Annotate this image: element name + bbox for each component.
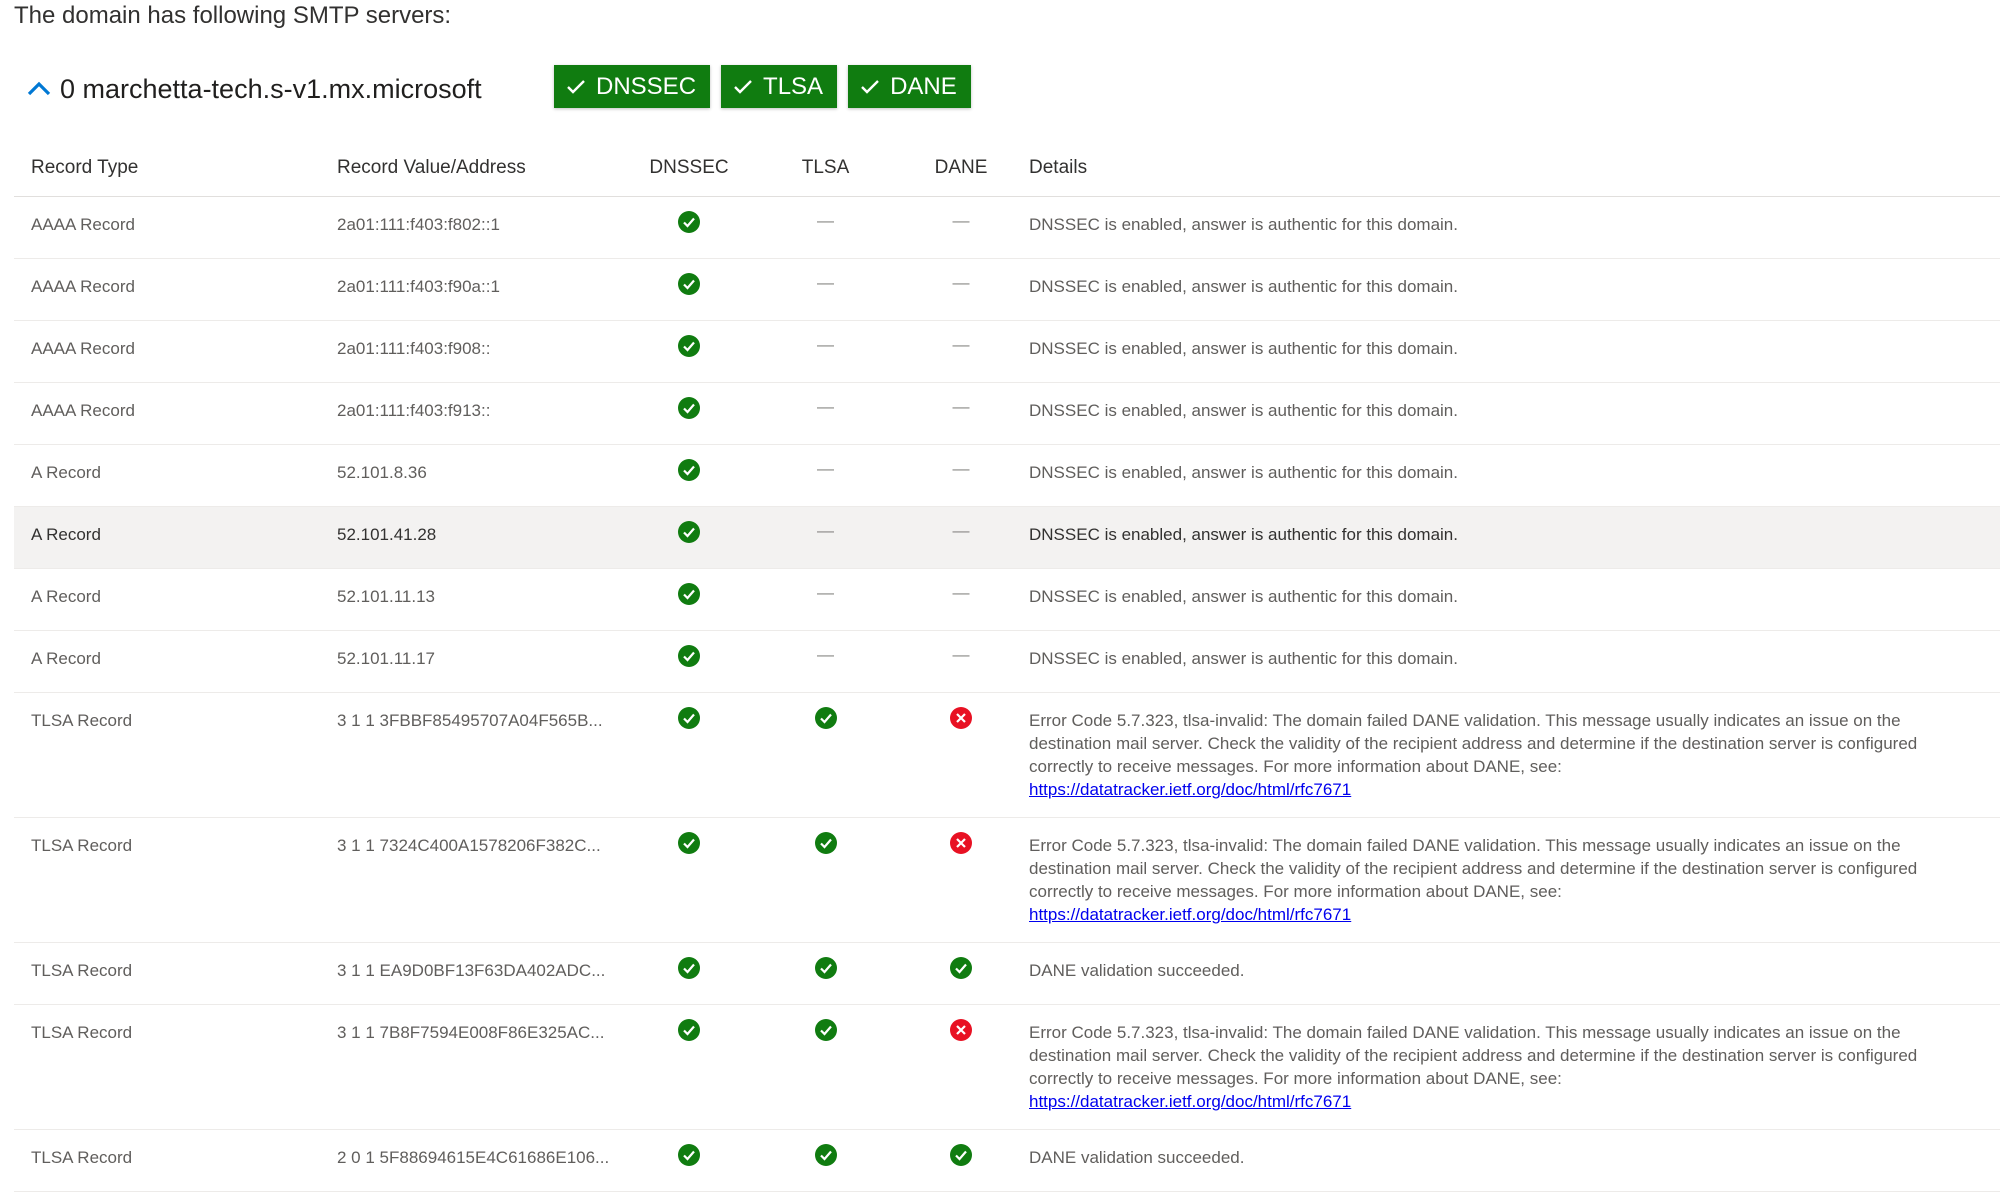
check-circle-icon bbox=[620, 383, 758, 419]
check-circle-icon bbox=[620, 1005, 758, 1041]
not-applicable-dash: — bbox=[952, 397, 970, 416]
dnssec-cell bbox=[620, 383, 758, 445]
status-badges bbox=[554, 65, 971, 108]
details-cell bbox=[1029, 321, 2000, 383]
record-value: 3 1 1 EA9D0BF13F63DA402ADC... bbox=[337, 961, 606, 980]
not-applicable-dash: — bbox=[817, 211, 834, 230]
record-type: AAAA Record bbox=[31, 339, 135, 358]
record-value: 2a01:111:f403:f913:: bbox=[337, 401, 491, 420]
details-cell bbox=[1029, 1130, 2000, 1192]
record-type-cell bbox=[14, 631, 337, 693]
details-text: Error Code 5.7.323, tlsa-invalid: The domain failed DANE validation. This message usually indicates an issue on the destination mail server. Check the validity of the recipient address and determine if the destination server is configured correctly to receive messages. For more information about DANE, see: bbox=[1029, 1023, 1918, 1088]
dnssec-cell bbox=[620, 943, 758, 1005]
record-type-cell bbox=[14, 818, 337, 943]
header-dane: DANE bbox=[893, 139, 1029, 197]
dnssec-cell bbox=[620, 631, 758, 693]
tlsa-cell bbox=[758, 631, 893, 693]
not-applicable-dash: — bbox=[952, 273, 970, 292]
check-circle-icon bbox=[620, 943, 758, 979]
check-circle-icon bbox=[758, 943, 893, 979]
dane-cell bbox=[893, 1130, 1029, 1192]
records-table bbox=[14, 139, 2000, 1192]
not-applicable-dash: — bbox=[817, 397, 834, 416]
dnssec-cell bbox=[620, 197, 758, 259]
dane-cell bbox=[893, 383, 1029, 445]
not-applicable-dash: — bbox=[817, 273, 834, 292]
tlsa-cell bbox=[758, 693, 893, 818]
check-circle-icon bbox=[620, 259, 758, 295]
check-circle-icon bbox=[893, 1130, 1029, 1166]
record-value: 2a01:111:f403:f802::1 bbox=[337, 215, 500, 234]
table-row[interactable] bbox=[14, 1130, 2000, 1192]
table-row[interactable] bbox=[14, 507, 2000, 569]
details-text: DNSSEC is enabled, answer is authentic for this domain. bbox=[1029, 277, 1458, 296]
not-applicable-dash: — bbox=[952, 521, 970, 540]
record-type-cell bbox=[14, 259, 337, 321]
tlsa-cell bbox=[758, 943, 893, 1005]
record-value-cell bbox=[337, 569, 620, 631]
details-text: DNSSEC is enabled, answer is authentic for this domain. bbox=[1029, 463, 1458, 482]
details-cell bbox=[1029, 1005, 2000, 1130]
dane-cell bbox=[893, 693, 1029, 818]
dnssec-cell bbox=[620, 1130, 758, 1192]
header-record-type: Record Type bbox=[14, 139, 337, 197]
record-type: AAAA Record bbox=[31, 215, 135, 234]
not-applicable-dash: — bbox=[952, 583, 970, 602]
record-type-cell bbox=[14, 197, 337, 259]
check-circle-icon bbox=[620, 1130, 758, 1166]
dane-cell bbox=[893, 259, 1029, 321]
error-circle-icon bbox=[893, 1005, 1029, 1041]
tlsa-cell bbox=[758, 259, 893, 321]
details-cell bbox=[1029, 943, 2000, 1005]
badge-label: TLSA bbox=[763, 72, 824, 100]
check-circle-icon bbox=[620, 445, 758, 481]
details-cell bbox=[1029, 197, 2000, 259]
details-text: DANE validation succeeded. bbox=[1029, 961, 1245, 980]
tlsa-cell bbox=[758, 507, 893, 569]
checkmark-icon bbox=[566, 79, 586, 95]
dnssec-cell bbox=[620, 445, 758, 507]
badge-label: DNSSEC bbox=[596, 72, 697, 100]
record-value-cell bbox=[337, 1130, 620, 1192]
details-cell bbox=[1029, 445, 2000, 507]
table-row[interactable] bbox=[14, 943, 2000, 1005]
dane-cell bbox=[893, 507, 1029, 569]
record-value-cell bbox=[337, 383, 620, 445]
check-circle-icon bbox=[620, 197, 758, 233]
record-type: TLSA Record bbox=[31, 961, 133, 980]
dane-cell bbox=[893, 445, 1029, 507]
details-cell bbox=[1029, 569, 2000, 631]
tlsa-cell bbox=[758, 1005, 893, 1130]
details-text: Error Code 5.7.323, tlsa-invalid: The domain failed DANE validation. This message usually indicates an issue on the destination mail server. Check the validity of the recipient address and determine if the destination server is configured correctly to receive messages. For more information about DANE, see: bbox=[1029, 711, 1918, 776]
header-details: Details bbox=[1029, 139, 2000, 197]
error-circle-icon bbox=[893, 693, 1029, 729]
details-cell bbox=[1029, 259, 2000, 321]
dane-rfc-link[interactable]: https://datatracker.ietf.org/doc/html/rfc7671 bbox=[1029, 905, 1352, 924]
record-value-cell bbox=[337, 321, 620, 383]
record-value-cell bbox=[337, 693, 620, 818]
table-row[interactable] bbox=[14, 631, 2000, 693]
not-applicable-dash: — bbox=[952, 211, 970, 230]
check-circle-icon bbox=[758, 1130, 893, 1166]
tlsa-cell bbox=[758, 383, 893, 445]
record-value: 52.101.11.17 bbox=[337, 649, 435, 668]
record-value-cell bbox=[337, 259, 620, 321]
check-circle-icon bbox=[620, 693, 758, 729]
dnssec-cell bbox=[620, 507, 758, 569]
record-value: 2a01:111:f403:f908:: bbox=[337, 339, 491, 358]
record-value: 3 1 1 3FBBF85495707A04F565B... bbox=[337, 711, 603, 730]
tlsa-cell bbox=[758, 197, 893, 259]
checkmark-icon bbox=[733, 79, 753, 95]
table-row[interactable] bbox=[14, 1005, 2000, 1130]
table-row[interactable] bbox=[14, 197, 2000, 259]
check-circle-icon bbox=[620, 321, 758, 357]
dane-cell bbox=[893, 631, 1029, 693]
chevron-up-icon[interactable] bbox=[22, 72, 56, 106]
details-cell bbox=[1029, 818, 2000, 943]
not-applicable-dash: — bbox=[952, 335, 970, 354]
tlsa-badge bbox=[721, 65, 837, 108]
record-type-cell bbox=[14, 943, 337, 1005]
header-tlsa: TLSA bbox=[758, 139, 893, 197]
record-type: A Record bbox=[31, 463, 101, 482]
record-type-cell bbox=[14, 445, 337, 507]
header-record-value: Record Value/Address bbox=[337, 139, 620, 197]
not-applicable-dash: — bbox=[817, 459, 834, 478]
table-row[interactable] bbox=[14, 569, 2000, 631]
record-value-cell bbox=[337, 818, 620, 943]
record-value-cell bbox=[337, 507, 620, 569]
check-circle-icon bbox=[620, 507, 758, 543]
dane-cell bbox=[893, 569, 1029, 631]
dane-rfc-link[interactable]: https://datatracker.ietf.org/doc/html/rfc7671 bbox=[1029, 780, 1352, 799]
dane-badge bbox=[848, 65, 971, 108]
details-cell bbox=[1029, 383, 2000, 445]
details-cell bbox=[1029, 693, 2000, 818]
check-circle-icon bbox=[620, 818, 758, 854]
tlsa-cell bbox=[758, 569, 893, 631]
record-value-cell bbox=[337, 943, 620, 1005]
record-type: TLSA Record bbox=[31, 1023, 133, 1042]
record-type: A Record bbox=[31, 587, 101, 606]
tlsa-cell bbox=[758, 321, 893, 383]
record-type-cell bbox=[14, 693, 337, 818]
table-row[interactable] bbox=[14, 383, 2000, 445]
record-value: 52.101.41.28 bbox=[337, 525, 437, 544]
check-circle-icon bbox=[893, 943, 1029, 979]
check-circle-icon bbox=[620, 569, 758, 605]
table-row[interactable] bbox=[14, 321, 2000, 383]
check-circle-icon bbox=[758, 818, 893, 854]
record-type: AAAA Record bbox=[31, 401, 135, 420]
dnssec-cell bbox=[620, 259, 758, 321]
not-applicable-dash: — bbox=[817, 335, 834, 354]
not-applicable-dash: — bbox=[817, 645, 834, 664]
table-row[interactable] bbox=[14, 445, 2000, 507]
dnssec-cell bbox=[620, 321, 758, 383]
record-value-cell bbox=[337, 445, 620, 507]
record-type: A Record bbox=[31, 649, 101, 668]
details-text: DNSSEC is enabled, answer is authentic for this domain. bbox=[1029, 649, 1458, 668]
dane-cell bbox=[893, 1005, 1029, 1130]
server-name: 0 marchetta-tech.s-v1.mx.microsoft bbox=[60, 73, 482, 104]
details-text: DNSSEC is enabled, answer is authentic for this domain. bbox=[1029, 587, 1458, 606]
details-cell bbox=[1029, 631, 2000, 693]
record-type: TLSA Record bbox=[31, 711, 133, 730]
table-row[interactable] bbox=[14, 818, 2000, 943]
error-circle-icon bbox=[893, 818, 1029, 854]
dane-rfc-link[interactable]: https://datatracker.ietf.org/doc/html/rfc7671 bbox=[1029, 1092, 1352, 1111]
table-header-row bbox=[14, 139, 2000, 197]
dnssec-badge bbox=[554, 65, 710, 108]
dane-cell bbox=[893, 943, 1029, 1005]
not-applicable-dash: — bbox=[817, 521, 834, 540]
dane-cell bbox=[893, 197, 1029, 259]
dnssec-cell bbox=[620, 693, 758, 818]
record-value: 52.101.11.13 bbox=[337, 587, 435, 606]
record-value: 3 1 1 7B8F7594E008F86E325AC... bbox=[337, 1023, 605, 1042]
dane-cell bbox=[893, 818, 1029, 943]
record-value-cell bbox=[337, 631, 620, 693]
badge-label: DANE bbox=[890, 72, 957, 100]
not-applicable-dash: — bbox=[952, 645, 970, 664]
dnssec-cell bbox=[620, 818, 758, 943]
not-applicable-dash: — bbox=[952, 459, 970, 478]
record-type-cell bbox=[14, 1130, 337, 1192]
record-value-cell bbox=[337, 1005, 620, 1130]
server-header[interactable] bbox=[22, 66, 482, 112]
intro-text: The domain has following SMTP servers: bbox=[14, 2, 452, 29]
dnssec-cell bbox=[620, 569, 758, 631]
details-text: Error Code 5.7.323, tlsa-invalid: The domain failed DANE validation. This message usually indicates an issue on the destination mail server. Check the validity of the recipient address and determine if the destination server is configured correctly to receive messages. For more information about DANE, see: bbox=[1029, 836, 1918, 901]
details-text: DNSSEC is enabled, answer is authentic for this domain. bbox=[1029, 525, 1458, 544]
record-value: 52.101.8.36 bbox=[337, 463, 427, 482]
record-value: 2 0 1 5F88694615E4C61686E106... bbox=[337, 1148, 610, 1167]
details-cell bbox=[1029, 507, 2000, 569]
details-text: DANE validation succeeded. bbox=[1029, 1148, 1245, 1167]
table-row[interactable] bbox=[14, 693, 2000, 818]
check-circle-icon bbox=[620, 631, 758, 667]
dnssec-cell bbox=[620, 1005, 758, 1130]
details-text: DNSSEC is enabled, answer is authentic for this domain. bbox=[1029, 215, 1458, 234]
header-dnssec: DNSSEC bbox=[620, 139, 758, 197]
details-text: DNSSEC is enabled, answer is authentic for this domain. bbox=[1029, 339, 1458, 358]
record-value: 2a01:111:f403:f90a::1 bbox=[337, 277, 500, 296]
record-type: A Record bbox=[31, 525, 101, 544]
record-type-cell bbox=[14, 321, 337, 383]
record-type: TLSA Record bbox=[31, 1148, 133, 1167]
tlsa-cell bbox=[758, 818, 893, 943]
record-type-cell bbox=[14, 507, 337, 569]
tlsa-cell bbox=[758, 445, 893, 507]
record-type-cell bbox=[14, 569, 337, 631]
record-value-cell bbox=[337, 197, 620, 259]
check-circle-icon bbox=[758, 693, 893, 729]
table-row[interactable] bbox=[14, 259, 2000, 321]
dane-cell bbox=[893, 321, 1029, 383]
record-type-cell bbox=[14, 1005, 337, 1130]
record-type-cell bbox=[14, 383, 337, 445]
details-text: DNSSEC is enabled, answer is authentic for this domain. bbox=[1029, 401, 1458, 420]
record-type: TLSA Record bbox=[31, 836, 133, 855]
record-value: 3 1 1 7324C400A1578206F382C... bbox=[337, 836, 601, 855]
checkmark-icon bbox=[860, 79, 880, 95]
check-circle-icon bbox=[758, 1005, 893, 1041]
record-type: AAAA Record bbox=[31, 277, 135, 296]
tlsa-cell bbox=[758, 1130, 893, 1192]
not-applicable-dash: — bbox=[817, 583, 834, 602]
